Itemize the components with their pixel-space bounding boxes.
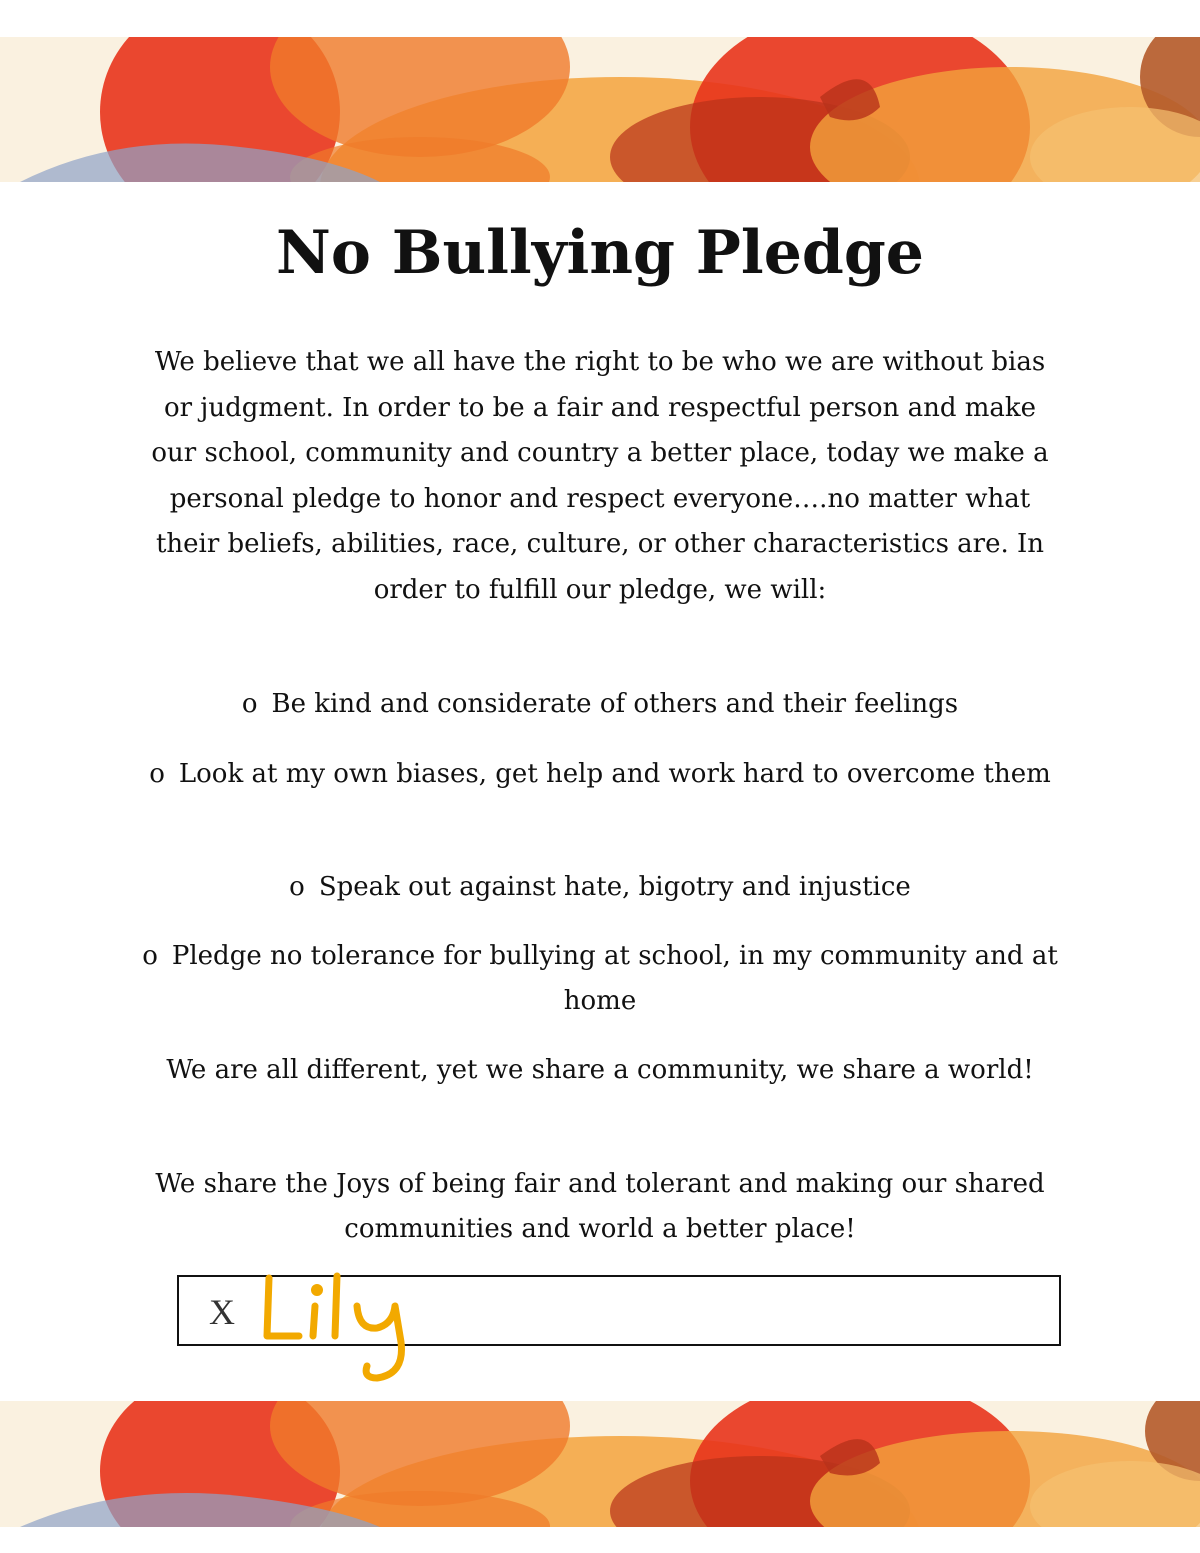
pledge-item: [130, 752, 1070, 797]
page-title: No Bullying Pledge: [276, 218, 924, 288]
top-decorative-banner: [0, 37, 1200, 182]
handwritten-signature: [255, 1262, 425, 1391]
pledge-intro-paragraph: We believe that we all have the right to be who we are without bias or judgment. In order to be a fair and respectful person and make our school, community and country a better place, today we make a personal pledge to honor and respect everyone….no matter what their beliefs, abilities, race, culture, or other characteristics are. In order to fulfill our pledge, we will:: [151, 347, 1049, 605]
pledge-item-text: Be kind and considerate of others and their feelings: [271, 689, 959, 719]
pledge-item: [130, 934, 1070, 1024]
pledge-item: [130, 682, 1070, 727]
bullet-marker: o: [142, 941, 158, 971]
bottom-decorative-banner: [0, 1401, 1200, 1527]
pledge-item-text: Look at my own biases, get help and work hard to overcome them: [178, 759, 1051, 789]
closing-statement: We share the Joys of being fair and tolerant and making our shared communities and world a better place!: [155, 1169, 1045, 1244]
pledge-item-text: Speak out against hate, bigotry and injustice: [318, 872, 911, 902]
signature-x-marker: X: [209, 1292, 235, 1332]
pledge-item: [130, 865, 1070, 910]
closing-statement: We are all different, yet we share a community, we share a world!: [166, 1055, 1034, 1085]
signature-drawing: [255, 1262, 425, 1387]
banner-art: [0, 37, 1200, 182]
bullet-marker: o: [289, 872, 305, 902]
banner-art: [0, 1401, 1200, 1527]
bullet-marker: o: [241, 689, 258, 719]
pledge-item-text: Pledge no tolerance for bullying at school, in my community and at home: [171, 941, 1058, 1016]
bullet-marker: o: [149, 759, 165, 789]
